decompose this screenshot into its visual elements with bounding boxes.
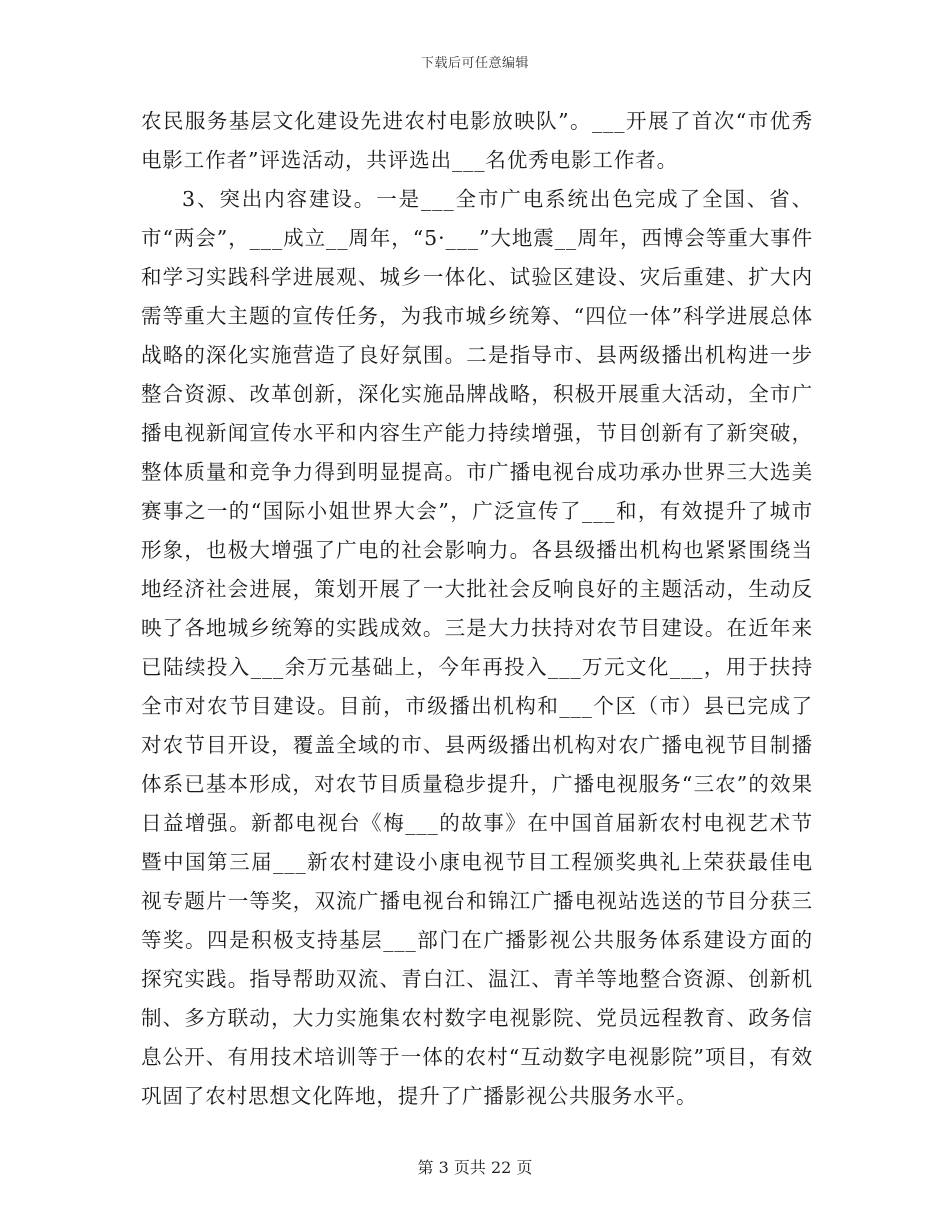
paragraph-continuation: 农民服务基层文化建设先进农村电影放映队”。___开展了首次“市优秀电影工作者”评选活动，共评选出___名优秀电影工作者。 — [141, 109, 813, 172]
page-header-note: 下载后可任意编辑 — [420, 56, 529, 71]
paragraph-content-building: 3、突出内容建设。一是___全市广电系统出色完成了全国、省、市“两会”，___成立__周年，“5·___”大地震__周年，西博会等重大事件和学习实践科学进展观、城乡一体化、试验区建设、灾后重建、扩大内需等重大主题的宣传任务，为我市城乡统筹、“四位一体”科学进展总体战略的深化实施营造了良好氛围。二是指导市、县两级播出机构进一步整合资源、改革创新，深化实施品牌战略，积极开展重大活动，全市广播电视新闻宣传水平和内容生产能力持续增强，节目创新有了新突破，整体质量和竞争力得到明显提高。市广播电视台成功承办世界三大选美赛事之一的“国际小姐世界大会”，广泛宣传了___和，有效提升了城市形象，也极大增强了广电的社会影响力。各县级播出机构也紧紧围绕当地经济社会进展，策划开展了一大批社会反响良好的主题活动，生动反映了各地城乡统筹的实践成效。三是大力扶持对农节目建设。在近年来已陆续投入___余万元基础上，今年再投入___万元文化___，用于扶持全市对农节目建设。目前，市级播出机构和___个区（市）县已完成了对农节目开设，覆盖全域的市、县两级播出机构对农广播电视节目制播体系已基本形成，对农节目质量稳步提升，广播电视服务“三农”的效果日益增强。新都电视台《梅___的故事》在中国首届新农村电视艺术节暨中国第三届___新农村建设小康电视节目工程颁奖典礼上荣获最佳电视专题片一等奖，双流广播电视台和锦江广播电视站选送的节目分获三等奖。四是积极支持基层___部门在广播影视公共服务体系建设方面的探究实践。指导帮助双流、青白江、温江、青羊等地整合资源、创新机制、多方联动，大力实施集农村数字电视影院、党员远程教育、政务信息公开、有用技术培训等于一体的农村“互动数字电视影院”项目，有效巩固了农村思想文化阵地，提升了广播影视公共服务水平。 — [141, 187, 813, 1108]
page-number: 第 3 页共 22 页 — [417, 1158, 533, 1177]
document-body — [141, 102, 813, 1116]
